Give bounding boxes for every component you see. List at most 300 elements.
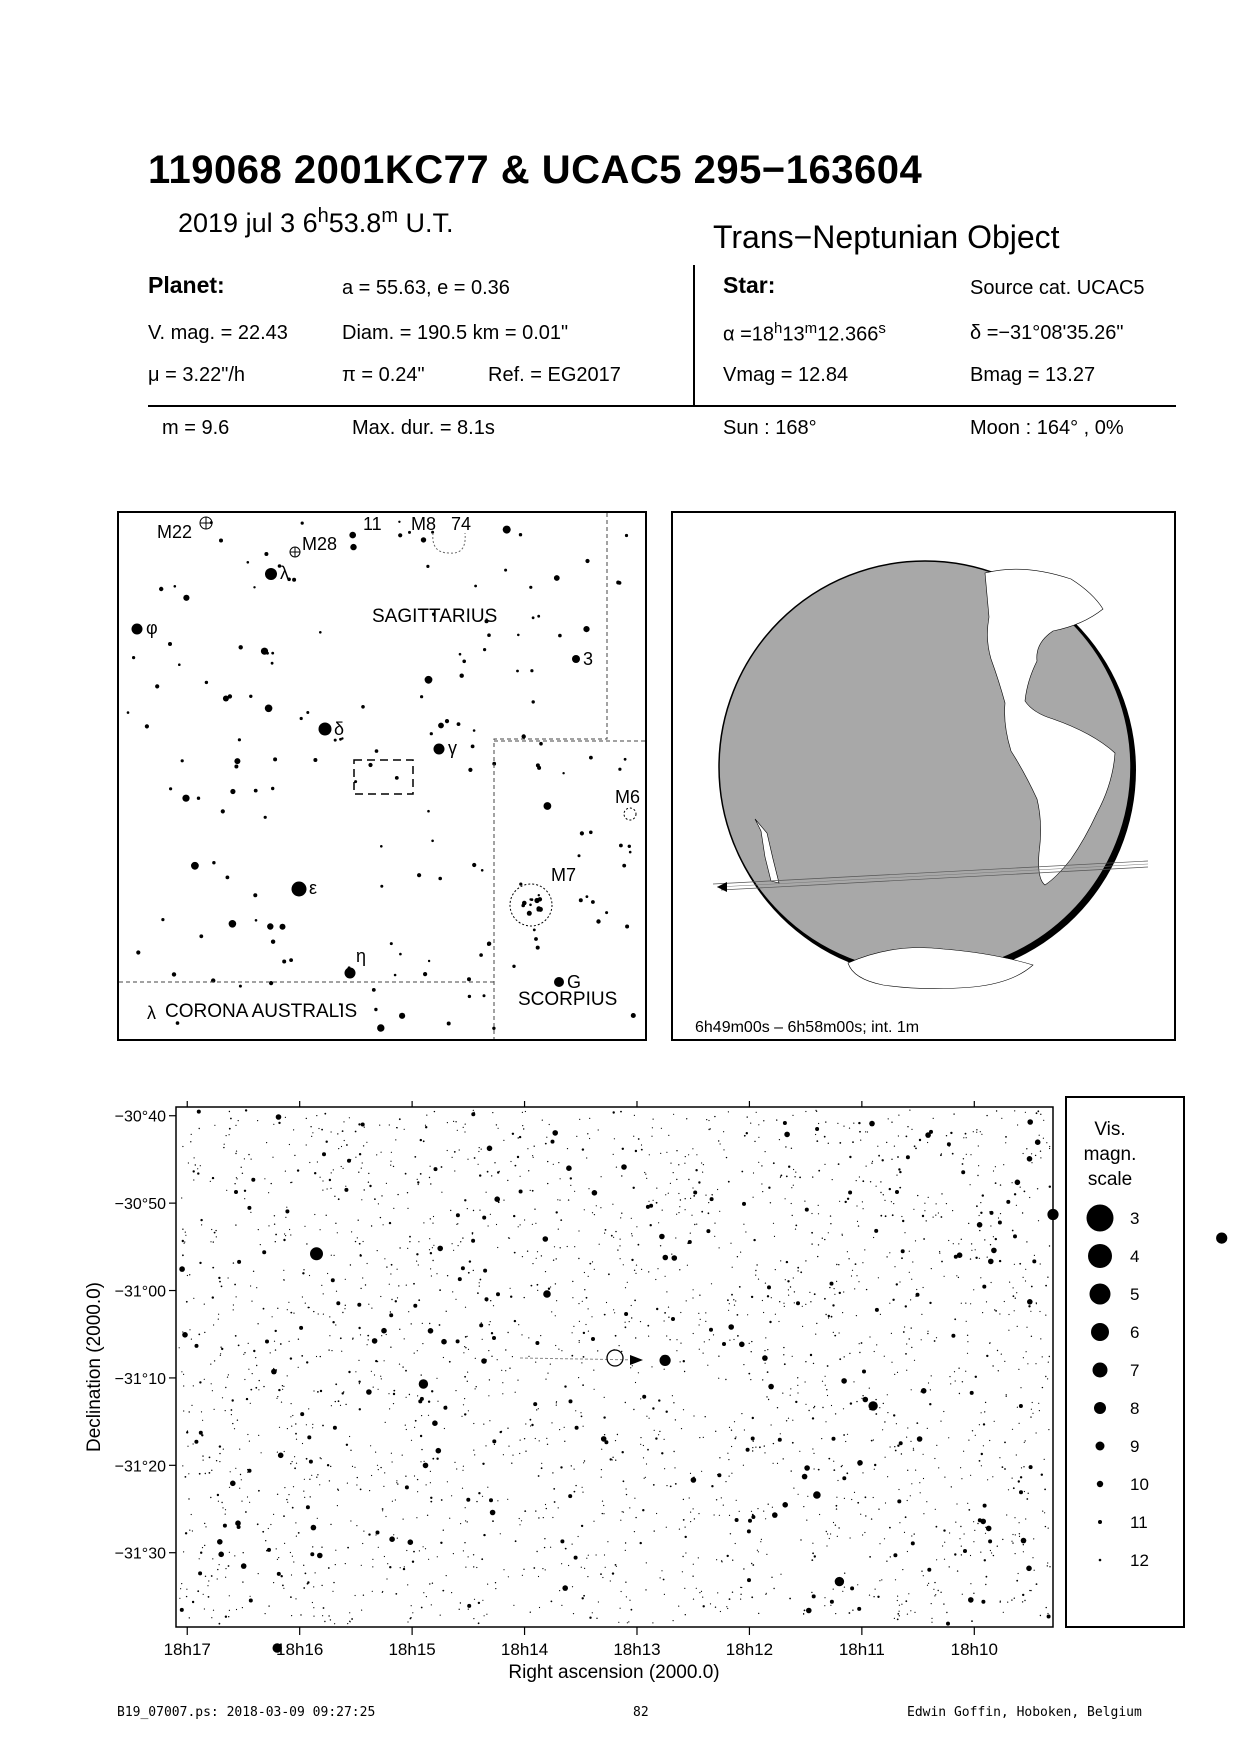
field-star (773, 1588, 774, 1589)
field-star (1024, 1600, 1025, 1601)
field-star (640, 1542, 642, 1544)
field-star (849, 1128, 850, 1129)
event-moon: Moon : 164° , 0% (970, 417, 1124, 439)
field-star (832, 1304, 834, 1306)
field-star (222, 1397, 223, 1398)
field-star (617, 1249, 618, 1250)
field-star (966, 1154, 967, 1155)
field-star (907, 1470, 908, 1471)
field-star (930, 1389, 931, 1390)
planet-vmag: V. mag. = 22.43 (148, 322, 288, 344)
field-star (235, 1468, 236, 1469)
field-star (792, 1215, 793, 1216)
field-star (792, 1420, 793, 1421)
field-star (679, 1529, 680, 1530)
field-star (842, 1235, 843, 1236)
field-star (777, 1463, 778, 1464)
field-star (230, 1481, 236, 1487)
field-star (181, 1371, 182, 1372)
field-star (862, 1180, 864, 1182)
field-star (313, 1390, 314, 1391)
field-star (687, 1265, 688, 1266)
field-star (1047, 1562, 1048, 1563)
field-star (380, 1376, 381, 1377)
field-star (625, 1550, 626, 1551)
field-star (185, 1235, 186, 1236)
field-star (951, 1486, 952, 1487)
field-star (824, 1298, 826, 1300)
field-star (200, 1219, 202, 1221)
field-star (181, 1197, 182, 1198)
field-star (847, 1198, 849, 1200)
field-star (455, 1390, 456, 1391)
field-star (963, 1549, 967, 1553)
date-min: 53.8 (328, 208, 382, 238)
field-star (683, 1499, 684, 1500)
field-star (780, 1574, 781, 1575)
field-star (347, 1159, 351, 1163)
field-star (407, 1248, 408, 1249)
field-star (244, 1352, 245, 1353)
field-star (708, 1120, 709, 1121)
field-star (933, 1589, 934, 1590)
field-star (765, 1283, 766, 1284)
field-star (815, 1334, 816, 1335)
field-star (785, 1146, 786, 1147)
field-star (811, 1592, 812, 1593)
finder-star (228, 694, 232, 698)
field-star (481, 1558, 483, 1560)
field-star (550, 1364, 551, 1365)
field-star (185, 1532, 187, 1534)
field-star (465, 1507, 466, 1508)
field-star (648, 1201, 649, 1202)
field-star (459, 1149, 460, 1150)
finder-star (254, 789, 258, 793)
field-star (322, 1190, 323, 1191)
field-star (1049, 1186, 1051, 1188)
field-star (404, 1566, 405, 1567)
field-star (355, 1241, 356, 1242)
field-star (335, 1401, 336, 1402)
field-star (568, 1199, 569, 1200)
planet-reference: Ref. = EG2017 (488, 364, 621, 386)
y-ticks (115, 1109, 176, 1563)
field-star (741, 1413, 742, 1414)
field-star (568, 1494, 572, 1498)
field-star (421, 1449, 422, 1450)
field-star (1004, 1301, 1005, 1302)
finder-star (172, 972, 176, 976)
field-star (392, 1501, 393, 1502)
field-star (735, 1436, 736, 1437)
field-star (461, 1416, 462, 1417)
x-tick-label: 18h12 (725, 1640, 774, 1659)
field-star (961, 1478, 962, 1479)
field-star (570, 1177, 572, 1179)
field-star (980, 1212, 982, 1214)
field-star (467, 1521, 468, 1522)
field-star (308, 1408, 309, 1409)
field-star (420, 1139, 422, 1141)
field-star (640, 1398, 641, 1399)
field-star (275, 1330, 277, 1332)
field-star (614, 1312, 615, 1313)
field-star (797, 1377, 798, 1378)
finder-star (261, 648, 268, 655)
field-star (399, 1247, 400, 1248)
field-star (281, 1575, 283, 1577)
field-star (813, 1363, 814, 1364)
finder-star (255, 919, 258, 922)
field-star (913, 1449, 914, 1450)
field-star (988, 1539, 992, 1543)
finder-star (481, 869, 484, 872)
field-star (731, 1473, 732, 1474)
field-star (234, 1190, 238, 1194)
finder-star (264, 816, 267, 819)
field-star (653, 1200, 654, 1201)
field-star (973, 1541, 974, 1542)
field-star (669, 1339, 670, 1340)
field-star (191, 1134, 192, 1135)
field-star (891, 1333, 892, 1334)
field-star (862, 1262, 863, 1263)
field-star (436, 1448, 442, 1454)
field-star (349, 1436, 350, 1437)
field-star (710, 1197, 714, 1201)
field-star (656, 1188, 657, 1189)
field-star (750, 1123, 751, 1124)
field-star (199, 1558, 200, 1559)
field-star (658, 1434, 659, 1435)
field-star (321, 1547, 322, 1548)
field-star (379, 1125, 380, 1126)
field-star (592, 1261, 593, 1262)
finder-star (503, 526, 511, 534)
field-star (921, 1388, 927, 1394)
field-star (235, 1125, 236, 1126)
field-star (487, 1146, 493, 1152)
field-star (323, 1314, 324, 1315)
field-star (368, 1182, 369, 1183)
field-star (289, 1229, 290, 1230)
field-star (274, 1224, 275, 1225)
field-star (331, 1405, 332, 1406)
field-star (631, 1233, 632, 1234)
field-star (524, 1219, 525, 1220)
field-star (227, 1377, 228, 1378)
field-star (914, 1533, 915, 1534)
field-star (716, 1499, 717, 1500)
field-star (535, 1341, 539, 1345)
field-star (936, 1337, 937, 1338)
legend-magnitude-label: 6 (1130, 1323, 1140, 1342)
field-star (791, 1470, 792, 1471)
field-star (927, 1142, 928, 1143)
field-star (463, 1550, 464, 1551)
field-star (953, 1243, 954, 1244)
field-star (189, 1617, 190, 1618)
field-star (621, 1591, 622, 1592)
field-star (762, 1355, 768, 1361)
field-star (786, 1176, 788, 1178)
field-star (603, 1416, 605, 1418)
field-star (417, 1350, 418, 1351)
field-star (240, 1474, 241, 1475)
field-star (984, 1239, 985, 1240)
field-star (1021, 1467, 1022, 1468)
field-star (879, 1407, 880, 1408)
field-star (397, 1194, 398, 1195)
finder-star (533, 929, 536, 932)
field-star (950, 1132, 952, 1134)
field-star (547, 1183, 548, 1184)
field-star (604, 1397, 605, 1398)
field-star (512, 1133, 514, 1135)
field-star (492, 1520, 494, 1522)
field-star (535, 1223, 536, 1224)
field-star (894, 1374, 895, 1375)
field-star (757, 1508, 758, 1509)
field-star (831, 1316, 833, 1318)
field-star (824, 1605, 825, 1606)
field-star (417, 1395, 418, 1396)
field-star (705, 1416, 706, 1417)
field-star (359, 1153, 361, 1155)
field-star (793, 1185, 794, 1186)
field-star (893, 1553, 897, 1557)
field-star (894, 1146, 895, 1147)
field-star (362, 1543, 363, 1544)
field-star (979, 1258, 980, 1259)
field-star (306, 1505, 310, 1509)
star-3 (572, 655, 580, 663)
y-axis-label: Declination (2000.0) (84, 1281, 105, 1453)
field-star (201, 1411, 202, 1412)
field-star (940, 1421, 941, 1422)
field-star (384, 1472, 385, 1473)
field-star (613, 1154, 614, 1155)
field-star (578, 1230, 579, 1231)
finder-star (605, 911, 608, 914)
field-star (193, 1443, 194, 1444)
field-star (343, 1121, 344, 1122)
finder-field-stars (127, 521, 636, 1032)
field-star (1004, 1468, 1006, 1470)
field-star (243, 1552, 244, 1553)
field-star (605, 1229, 607, 1231)
field-star (417, 1479, 418, 1480)
finder-star (239, 985, 242, 988)
field-star (338, 1148, 339, 1149)
field-star (842, 1591, 843, 1592)
field-star (678, 1212, 679, 1213)
field-star (793, 1169, 794, 1170)
field-star (920, 1391, 921, 1392)
bright-star (813, 1491, 821, 1499)
field-star (644, 1478, 645, 1479)
field-star (640, 1321, 641, 1322)
field-star (983, 1445, 984, 1446)
field-star (464, 1131, 465, 1132)
field-star (412, 1612, 413, 1613)
field-star (1046, 1142, 1047, 1143)
field-star (1012, 1429, 1013, 1430)
field-star (999, 1260, 1001, 1262)
field-star (497, 1247, 498, 1248)
field-star (431, 1390, 433, 1392)
field-star (788, 1166, 790, 1168)
field-star (313, 1586, 314, 1587)
field-star (483, 1534, 485, 1536)
field-star (373, 1387, 374, 1388)
field-star (596, 1205, 597, 1206)
field-star (294, 1467, 296, 1469)
field-star (702, 1597, 703, 1598)
field-star (233, 1262, 234, 1263)
field-star (509, 1238, 510, 1239)
field-star (315, 1572, 316, 1573)
field-star (943, 1603, 944, 1604)
field-star (961, 1239, 962, 1240)
finder-star (182, 795, 189, 802)
event-sun: Sun : 168° (723, 417, 817, 439)
field-star (935, 1215, 936, 1216)
field-star (538, 1408, 539, 1409)
field-star (862, 1472, 863, 1473)
field-star (633, 1136, 634, 1137)
field-star (428, 1401, 430, 1403)
planet-diameter: Diam. = 190.5 km = 0.01" (342, 322, 569, 344)
field-star (862, 1395, 863, 1396)
field-star (342, 1130, 344, 1132)
field-star (993, 1170, 994, 1171)
field-star (183, 1551, 184, 1552)
field-star (948, 1437, 949, 1438)
field-star (1006, 1396, 1007, 1397)
field-star (842, 1465, 843, 1466)
field-star (352, 1466, 353, 1467)
field-star (321, 1129, 323, 1131)
field-star (733, 1299, 734, 1300)
field-star (767, 1349, 768, 1350)
field-star (818, 1205, 819, 1206)
field-star (1019, 1263, 1021, 1265)
field-star (941, 1261, 943, 1263)
field-star (393, 1208, 394, 1209)
field-star (197, 1590, 199, 1592)
field-star (1001, 1118, 1002, 1119)
field-star (764, 1350, 765, 1351)
field-star (406, 1429, 407, 1430)
field-star (846, 1472, 848, 1474)
field-star (582, 1487, 583, 1488)
field-star (430, 1218, 431, 1219)
field-star (857, 1460, 863, 1466)
field-star (858, 1122, 860, 1124)
field-star (897, 1372, 898, 1373)
field-star (696, 1588, 697, 1589)
field-star (710, 1603, 711, 1604)
field-star (272, 1157, 273, 1158)
field-star (411, 1605, 412, 1606)
field-star (519, 1136, 521, 1138)
finder-star (628, 845, 631, 848)
field-star (970, 1184, 971, 1185)
field-star (496, 1292, 500, 1296)
field-star (1001, 1354, 1002, 1355)
field-star (251, 1159, 252, 1160)
field-star (967, 1341, 968, 1342)
field-star (358, 1123, 360, 1125)
field-star (922, 1215, 924, 1217)
field-star (645, 1174, 646, 1175)
field-star (354, 1467, 355, 1468)
bright-star (868, 1401, 877, 1410)
field-star (805, 1260, 806, 1261)
field-star (423, 1546, 424, 1547)
finder-star (579, 898, 583, 902)
field-star (203, 1460, 204, 1461)
field-star (555, 1315, 556, 1316)
field-star (986, 1355, 988, 1357)
ra-h: h (774, 320, 783, 337)
field-star (751, 1437, 755, 1441)
field-star (889, 1527, 891, 1529)
field-star (966, 1137, 967, 1138)
field-star (465, 1567, 466, 1568)
field-star (204, 1332, 205, 1333)
field-star (824, 1164, 825, 1165)
field-star (430, 1501, 432, 1503)
field-star (279, 1427, 280, 1428)
field-star (761, 1165, 762, 1166)
field-star (863, 1397, 869, 1403)
field-star (468, 1272, 470, 1274)
field-star (822, 1407, 823, 1408)
field-star (810, 1301, 811, 1302)
field-star (1039, 1135, 1040, 1136)
field-star (341, 1351, 342, 1352)
field-star (735, 1518, 739, 1522)
field-star (519, 1190, 523, 1194)
finder-star (629, 851, 632, 854)
field-star (528, 1170, 529, 1171)
field-star (690, 1198, 691, 1199)
field-star (303, 1491, 304, 1492)
field-star (625, 1287, 626, 1288)
field-star (500, 1533, 501, 1534)
field-star (547, 1373, 548, 1374)
field-star (1032, 1259, 1036, 1263)
field-star (190, 1141, 191, 1142)
field-star (546, 1508, 547, 1509)
field-star (447, 1122, 448, 1123)
field-star (1045, 1526, 1046, 1527)
field-star (864, 1532, 865, 1533)
field-star (963, 1451, 964, 1452)
field-star (309, 1162, 310, 1163)
field-star (195, 1344, 199, 1348)
field-star (294, 1456, 295, 1457)
field-star (447, 1481, 448, 1482)
field-star (350, 1520, 351, 1521)
field-star (1011, 1541, 1012, 1542)
field-star (273, 1582, 274, 1583)
field-star (363, 1145, 364, 1146)
field-star (805, 1361, 806, 1362)
